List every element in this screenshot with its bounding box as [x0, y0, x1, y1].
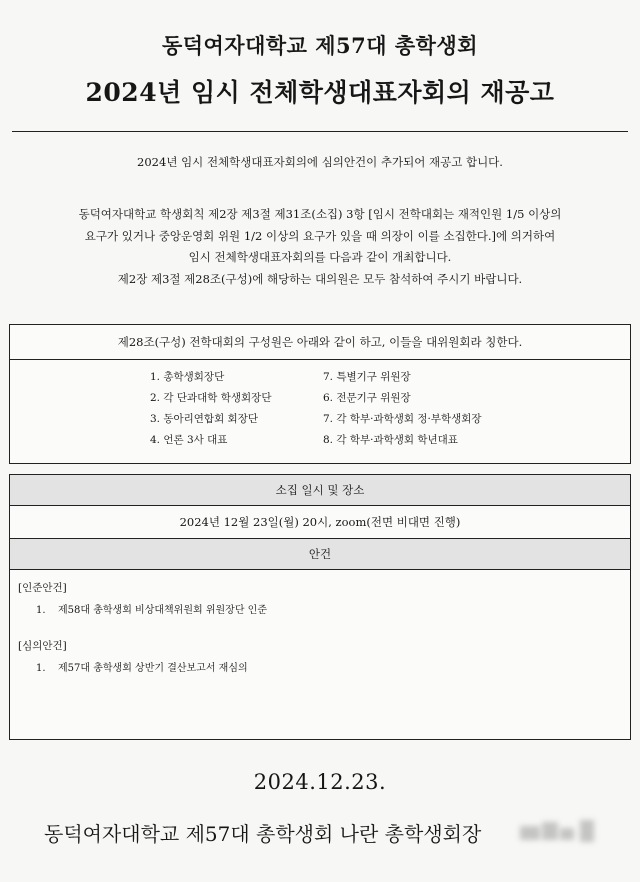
member-item: 7. 각 학부·과학생회 정·부학생회장	[323, 413, 482, 425]
title-divider	[12, 131, 628, 132]
intro-line: 임시 전체학생대표자회의를 다음과 같이 개최합니다.	[188, 250, 452, 264]
notice-date: 2024.12.23.	[253, 770, 387, 794]
intro-line: 제2장 제3절 제28조(구성)에 해당하는 대의원은 모두 참석하여 주시기 바랍니다.	[117, 271, 523, 286]
agenda-item	[36, 601, 267, 616]
member-item: 2. 각 단과대학 학생회장단	[150, 392, 272, 404]
intro-line: 요구가 있거나 중앙운영회 위원 1/2 이상의 요구가 있을 때 의장이 이를 소집한다.]에 의거하여	[84, 228, 556, 243]
page-title: 2024년 임시 전체학생대표자회의 재공고	[85, 78, 555, 107]
meeting-datetime: 2024년 12월 23일(월) 20시, zoom(전면 비대면 진행)	[10, 506, 630, 539]
meeting-heading: 소집 일시 및 장소	[10, 475, 630, 506]
member-item: 7. 특별기구 위원장	[323, 371, 411, 383]
agenda-item-text: 제57대 총학생회 상반기 결산보고서 재심의	[58, 663, 248, 674]
member-item: 1. 총학생회장단	[150, 371, 225, 383]
agenda-heading: 안건	[10, 539, 630, 570]
agenda-item-number: 1.	[36, 663, 46, 674]
approval-agenda-label: [인준안건]	[18, 582, 67, 594]
member-item: 4. 언론 3사 대표	[150, 434, 228, 446]
agenda-item-text: 제58대 총학생회 비상대책위원회 위원장단 인준	[58, 605, 267, 616]
agenda-item-number: 1.	[36, 605, 46, 616]
member-item: 8. 각 학부·과학생회 학년대표	[323, 434, 458, 446]
redacted-name	[520, 818, 600, 844]
intro-paragraph	[0, 204, 640, 290]
member-item: 3. 동아리연합회 회장단	[150, 413, 258, 425]
intro-notice: 2024년 임시 전체학생대표자회의에 심의안건이 추가되어 재공고 합니다.	[137, 155, 503, 169]
organization-title: 동덕여자대학교 제57대 총학생회	[161, 33, 479, 58]
review-agenda-label: [심의안건]	[18, 640, 67, 652]
intro-line: 동덕여자대학교 학생회칙 제2장 제3절 제31조(소집) 3항 [임시 전학대회는 재적인원 1/5 이상의	[78, 207, 562, 221]
members-heading: 제28조(구성) 전학대회의 구성원은 아래와 같이 하고, 이들을 대위원회라 칭한다.	[10, 325, 630, 360]
members-box	[9, 324, 631, 464]
signature-line: 동덕여자대학교 제57대 총학생회 나란 총학생회장	[44, 822, 482, 846]
agenda-item	[36, 659, 248, 674]
meeting-agenda-box	[9, 474, 631, 740]
member-item: 6. 전문기구 위원장	[323, 392, 411, 404]
